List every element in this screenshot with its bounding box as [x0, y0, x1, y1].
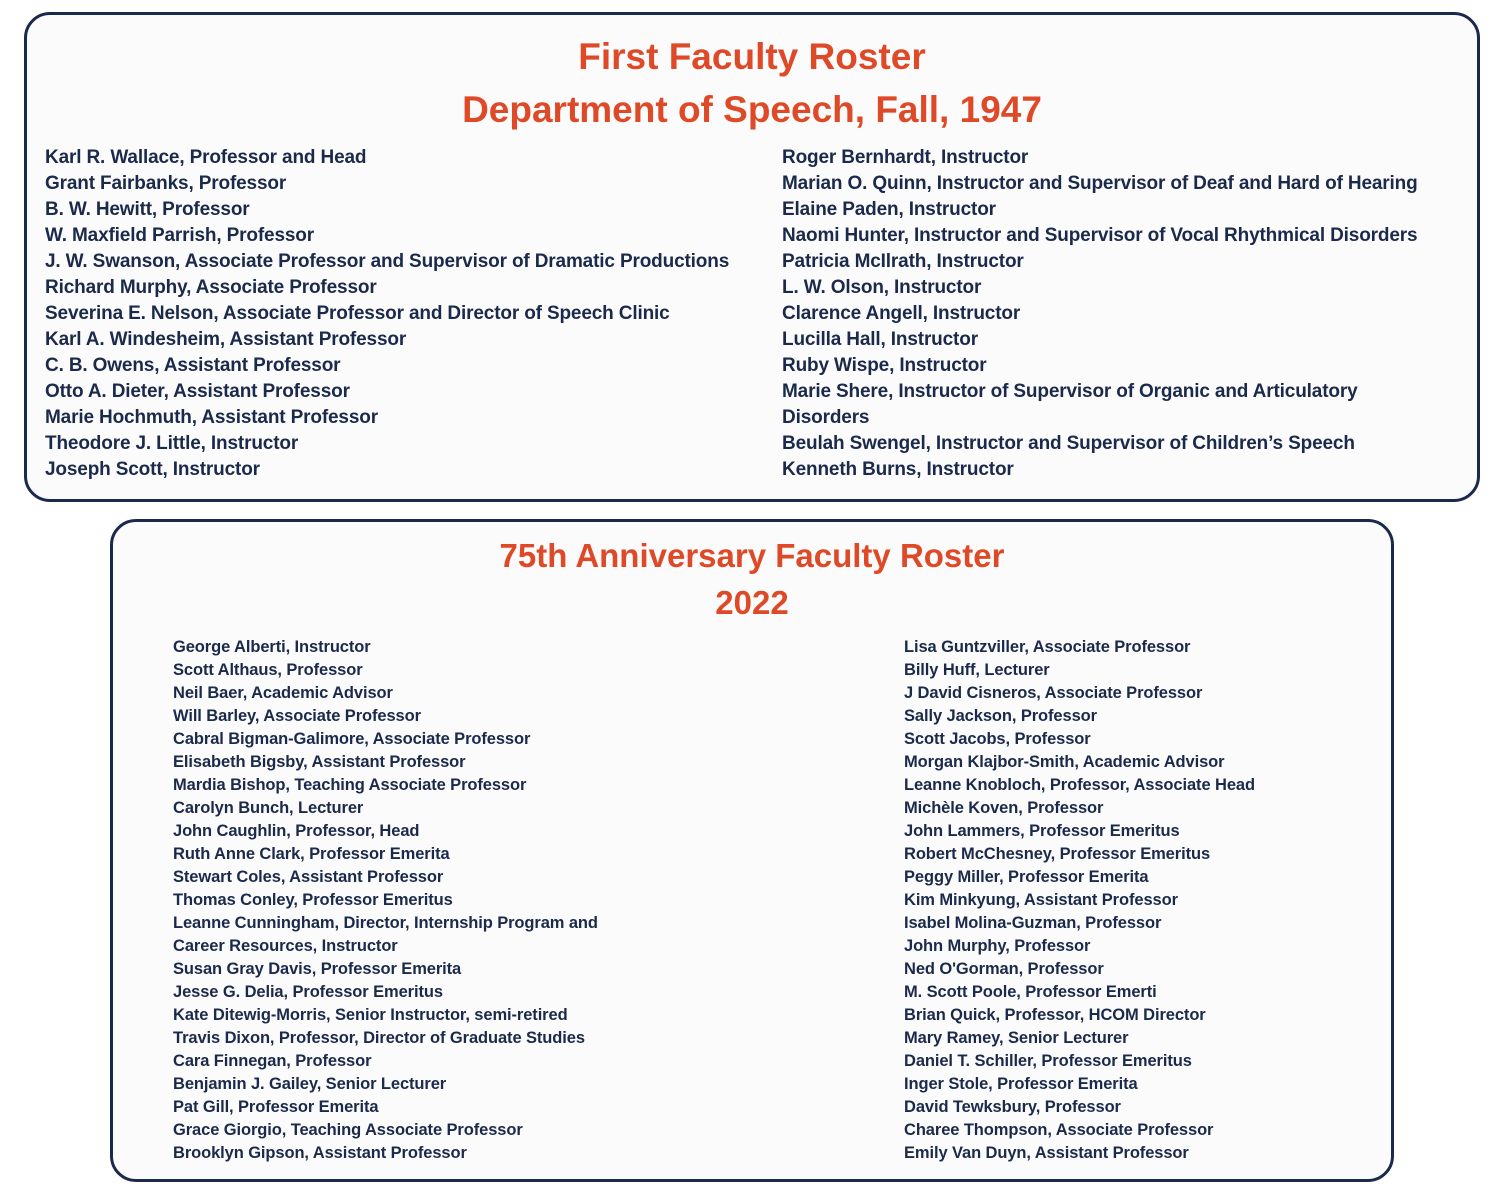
- faculty-entry: Jesse G. Delia, Professor Emeritus: [173, 983, 443, 1001]
- faculty-entry: Ned O'Gorman, Professor: [904, 960, 1104, 978]
- faculty-entry: Thomas Conley, Professor Emeritus: [173, 891, 453, 909]
- faculty-entry: Grant Fairbanks, Professor: [45, 173, 287, 194]
- faculty-entry: John Caughlin, Professor, Head: [173, 822, 420, 840]
- faculty-entry: Leanne Knobloch, Professor, Associate Head: [904, 776, 1255, 794]
- faculty-entry: Sally Jackson, Professor: [904, 707, 1097, 725]
- faculty-entry: Ruby Wispe, Instructor: [782, 355, 987, 376]
- faculty-entry: Travis Dixon, Professor, Director of Graduate Studies: [173, 1029, 585, 1047]
- faculty-entry: Benjamin J. Gailey, Senior Lecturer: [173, 1075, 447, 1093]
- first-roster-title: First Faculty Roster: [578, 36, 926, 77]
- faculty-entry: Marie Hochmuth, Assistant Professor: [45, 407, 378, 428]
- faculty-entry: Morgan Klajbor-Smith, Academic Advisor: [904, 753, 1225, 771]
- faculty-entry: Lucilla Hall, Instructor: [782, 329, 978, 350]
- faculty-entry: Robert McChesney, Professor Emeritus: [904, 845, 1211, 863]
- faculty-entry: Will Barley, Associate Professor: [173, 707, 421, 725]
- faculty-entry: Kate Ditewig-Morris, Senior Instructor, semi-retired: [173, 1006, 568, 1024]
- anniversary-roster-year: 2022: [715, 584, 789, 621]
- faculty-entry: Naomi Hunter, Instructor and Supervisor of Vocal Rhythmical Disorders: [782, 225, 1418, 246]
- anniversary-roster-title: 75th Anniversary Faculty Roster: [499, 537, 1005, 574]
- faculty-entry: Severina E. Nelson, Associate Professor and Director of Speech Clinic: [45, 303, 670, 324]
- faculty-entry: Scott Jacobs, Professor: [904, 730, 1091, 748]
- faculty-entry: Cara Finnegan, Professor: [173, 1052, 372, 1070]
- faculty-entry: Brooklyn Gipson, Assistant Professor: [173, 1144, 467, 1162]
- faculty-entry: B. W. Hewitt, Professor: [45, 199, 250, 220]
- faculty-entry: J David Cisneros, Associate Professor: [904, 684, 1203, 702]
- first-roster-left-column: [45, 145, 729, 483]
- faculty-entry: Emily Van Duyn, Assistant Professor: [904, 1144, 1189, 1162]
- faculty-entry: Kenneth Burns, Instructor: [782, 459, 1014, 480]
- faculty-entry: Mardia Bishop, Teaching Associate Professor: [173, 776, 527, 794]
- faculty-entry: Elisabeth Bigsby, Assistant Professor: [173, 753, 466, 771]
- first-faculty-roster-panel: [24, 12, 1480, 502]
- faculty-entry: Roger Bernhardt, Instructor: [782, 147, 1029, 168]
- anniversary-roster-left-column: [173, 636, 598, 1165]
- faculty-entry: Cabral Bigman-Galimore, Associate Professor: [173, 730, 531, 748]
- first-roster-subtitle: Department of Speech, Fall, 1947: [462, 89, 1042, 130]
- faculty-entry: Michèle Koven, Professor: [904, 799, 1104, 817]
- faculty-entry: Neil Baer, Academic Advisor: [173, 684, 393, 702]
- faculty-entry: Billy Huff, Lecturer: [904, 661, 1050, 679]
- first-roster-right-column: [782, 145, 1418, 483]
- faculty-entry: Peggy Miller, Professor Emerita: [904, 868, 1149, 886]
- faculty-entry: Beulah Swengel, Instructor and Supervisor of Children’s Speech: [782, 433, 1355, 454]
- faculty-entry: W. Maxfield Parrish, Professor: [45, 225, 314, 246]
- faculty-entry: J. W. Swanson, Associate Professor and Supervisor of Dramatic Productions: [45, 251, 730, 272]
- faculty-entry: Clarence Angell, Instructor: [782, 303, 1021, 324]
- faculty-entry: Brian Quick, Professor, HCOM Director: [904, 1006, 1206, 1024]
- faculty-entry: Lisa Guntzviller, Associate Professor: [904, 638, 1191, 656]
- faculty-entry: M. Scott Poole, Professor Emerti: [904, 983, 1157, 1001]
- faculty-entry: Isabel Molina-Guzman, Professor: [904, 914, 1162, 932]
- faculty-entry: Marian O. Quinn, Instructor and Supervisor of Deaf and Hard of Hearing: [782, 173, 1418, 194]
- faculty-entry: Joseph Scott, Instructor: [45, 459, 260, 480]
- faculty-entry: Scott Althaus, Professor: [173, 661, 363, 679]
- faculty-entry: Marie Shere, Instructor of Supervisor of Organic and Articulatory: [782, 381, 1358, 402]
- faculty-entry: Otto A. Dieter, Assistant Professor: [45, 381, 350, 402]
- faculty-entry: Grace Giorgio, Teaching Associate Professor: [173, 1121, 523, 1139]
- faculty-entry: Career Resources, Instructor: [173, 937, 398, 955]
- faculty-entry: Ruth Anne Clark, Professor Emerita: [173, 845, 450, 863]
- faculty-entry: Pat Gill, Professor Emerita: [173, 1098, 379, 1116]
- faculty-entry: Richard Murphy, Associate Professor: [45, 277, 377, 298]
- faculty-entry: John Murphy, Professor: [904, 937, 1091, 955]
- faculty-entry: George Alberti, Instructor: [173, 638, 371, 656]
- faculty-entry: Elaine Paden, Instructor: [782, 199, 996, 220]
- faculty-entry: Karl R. Wallace, Professor and Head: [45, 147, 367, 168]
- faculty-entry: Leanne Cunningham, Director, Internship Program and: [173, 914, 598, 932]
- faculty-entry: Disorders: [782, 407, 870, 428]
- faculty-entry: Carolyn Bunch, Lecturer: [173, 799, 364, 817]
- faculty-entry: Patricia McIlrath, Instructor: [782, 251, 1024, 272]
- faculty-entry: Daniel T. Schiller, Professor Emeritus: [904, 1052, 1192, 1070]
- faculty-entry: C. B. Owens, Assistant Professor: [45, 355, 341, 376]
- faculty-entry: John Lammers, Professor Emeritus: [904, 822, 1180, 840]
- faculty-entry: Inger Stole, Professor Emerita: [904, 1075, 1138, 1093]
- faculty-entry: Charee Thompson, Associate Professor: [904, 1121, 1214, 1139]
- faculty-entry: Stewart Coles, Assistant Professor: [173, 868, 444, 886]
- faculty-entry: Kim Minkyung, Assistant Professor: [904, 891, 1178, 909]
- anniversary-faculty-roster-panel: [110, 519, 1394, 1182]
- anniversary-roster-right-column: [904, 636, 1255, 1165]
- faculty-entry: Mary Ramey, Senior Lecturer: [904, 1029, 1129, 1047]
- faculty-entry: David Tewksbury, Professor: [904, 1098, 1121, 1116]
- faculty-entry: Susan Gray Davis, Professor Emerita: [173, 960, 462, 978]
- faculty-entry: Theodore J. Little, Instructor: [45, 433, 299, 454]
- faculty-entry: L. W. Olson, Instructor: [782, 277, 982, 298]
- faculty-entry: Karl A. Windesheim, Assistant Professor: [45, 329, 407, 350]
